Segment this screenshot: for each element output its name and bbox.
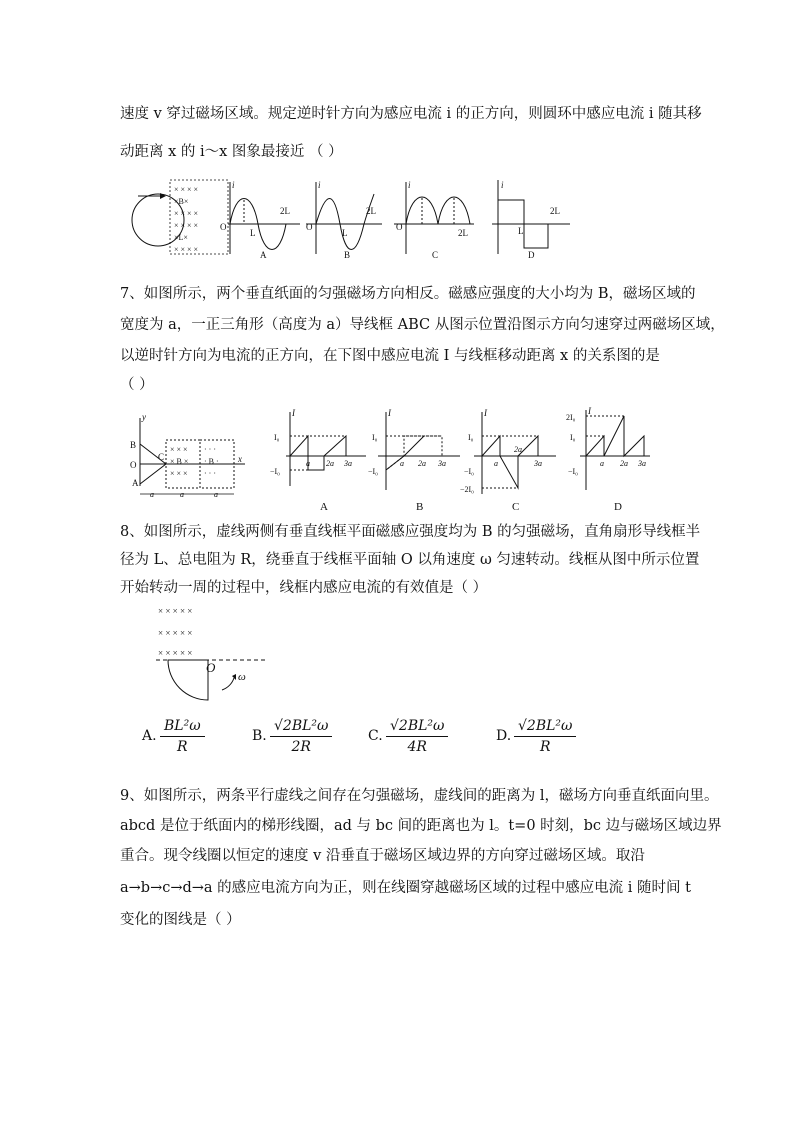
svg-text:i: i — [408, 180, 411, 190]
svg-text:i: i — [318, 180, 321, 190]
svg-text:I: I — [292, 408, 295, 418]
svg-text:× × × × ×: × × × × × — [158, 628, 193, 638]
sector-frame — [168, 660, 208, 700]
q7-graph-b — [368, 408, 460, 513]
svg-text:B: B — [130, 440, 137, 450]
q7-text-line4: （ ） — [120, 377, 154, 393]
svg-text:L: L — [518, 226, 524, 236]
q8-option-d-fraction[interactable]: $\frac{\text{√2BL²ω}}{R}$ — [514, 716, 576, 757]
svg-text:y: y — [142, 412, 146, 422]
svg-text:−I₀: −I₀ — [270, 467, 280, 476]
svg-text:I: I — [484, 408, 487, 418]
q9-text-line1: 9、如图所示，两条平行虚线之间存在匀强磁场，虚线间的距离为 l，磁场方向垂直纸面向里。 — [120, 788, 719, 804]
q7-figure — [120, 406, 650, 516]
svg-text:I₀: I₀ — [570, 433, 576, 442]
svg-text:× × × ×: × × × × — [174, 209, 199, 218]
q8-option-b-label[interactable]: B. — [252, 728, 267, 744]
svg-text:2I₀: 2I₀ — [566, 413, 576, 422]
graph-a — [220, 180, 300, 260]
q8-option-d-label[interactable]: D. — [496, 728, 512, 744]
svg-text:L: L — [250, 228, 256, 238]
q9-text-line5: 变化的图线是（ ） — [120, 912, 241, 928]
svg-text:x: x — [238, 454, 242, 464]
graph-d — [492, 180, 570, 260]
svg-text:× × ×: × × × — [170, 469, 188, 478]
svg-text:× B ×: × B × — [170, 457, 189, 466]
svg-text:I₀: I₀ — [274, 433, 280, 442]
svg-text:O: O — [396, 222, 403, 232]
svg-text:A: A — [320, 501, 328, 513]
svg-text:2L: 2L — [550, 206, 560, 216]
svg-text:−2I₀: −2I₀ — [460, 485, 474, 494]
svg-text:3a: 3a — [534, 459, 542, 468]
q8-option-a-fraction[interactable]: $\frac{\text{BL²ω}}{R}$ — [160, 716, 205, 757]
omega-label: ω — [238, 671, 246, 683]
q9-text-line3: 重合。现令线圈以恒定的速度 v 沿垂直于磁场区域边界的方向穿过磁场区域。取沿 — [120, 848, 645, 864]
q8-option-c-fraction[interactable]: $\frac{\text{√2BL²ω}}{4R}$ — [386, 716, 448, 757]
q7-setup-diagram — [130, 412, 245, 499]
svg-text:2a: 2a — [620, 459, 628, 468]
svg-text:× × × ×: × × × × — [174, 221, 199, 230]
svg-text:× × × ×: × × × × — [174, 245, 199, 254]
svg-text:2a: 2a — [418, 459, 426, 468]
svg-text:2L: 2L — [458, 228, 468, 238]
svg-text:i: i — [232, 180, 235, 190]
q8-text-line3: 开始转动一周的过程中，线框内感应电流的有效值是（ ） — [120, 580, 488, 596]
svg-text:× × × × ×: × × × × × — [158, 648, 193, 658]
svg-text:I: I — [388, 408, 391, 418]
svg-text:a: a — [214, 490, 218, 499]
q6-text-line2: 动距离 x 的 i～x 图象最接近 （ ） — [120, 144, 343, 160]
svg-text:D: D — [614, 501, 622, 513]
svg-text:O: O — [220, 222, 227, 232]
svg-text:C: C — [158, 452, 165, 462]
svg-text:· · ·: · · · — [204, 469, 216, 478]
svg-text:A: A — [132, 478, 139, 488]
graph-c — [394, 180, 474, 260]
q7-text-line1: 7、如图所示，两个垂直纸面的匀强磁场方向相反。磁感应强度的大小均为 B，磁场区域的 — [120, 286, 696, 302]
q8-text-line2: 径为 L、总电阻为 R，绕垂直于线框平面轴 O 以角速度 ω 匀速转动。线框从图中所示位置 — [120, 552, 700, 568]
axis-O-label: O — [206, 660, 216, 675]
svg-text:A: A — [260, 250, 267, 260]
field-L-label: ×L× — [174, 233, 188, 242]
svg-text:a: a — [400, 459, 404, 468]
q7-graph-a — [270, 408, 366, 513]
svg-text:a: a — [600, 459, 604, 468]
q7-graph-d — [566, 406, 650, 513]
q8-option-b-fraction[interactable]: $\frac{\text{√2BL²ω}}{2R}$ — [270, 716, 332, 757]
svg-text:2L: 2L — [366, 206, 376, 216]
svg-text:I₀: I₀ — [468, 433, 474, 442]
svg-text:B: B — [344, 250, 351, 260]
svg-text:−I₀: −I₀ — [464, 467, 474, 476]
svg-text:i: i — [501, 180, 504, 190]
svg-text:−I₀: −I₀ — [568, 467, 578, 476]
svg-text:· · ·: · · · — [204, 445, 216, 454]
svg-text:L: L — [342, 228, 348, 238]
svg-text:O: O — [306, 222, 313, 232]
svg-text:· B ·: · B · — [204, 457, 219, 466]
svg-text:× × ×: × × × — [170, 445, 188, 454]
q9-text-line4: a→b→c→d→a 的感应电流方向为正，则在线圈穿越磁场区域的过程中感应电流 i 随时间 t — [120, 880, 691, 896]
svg-text:× × × ×: × × × × — [174, 185, 199, 194]
svg-text:I₀: I₀ — [372, 433, 378, 442]
q7-text-line2: 宽度为 a，一正三角形（高度为 a）导线框 ABC 从图示位置沿图示方向匀速穿过两磁场区域， — [120, 317, 725, 333]
svg-text:D: D — [528, 250, 535, 260]
svg-text:a: a — [306, 459, 310, 468]
q7-graph-c — [460, 408, 556, 513]
q8-figure — [150, 600, 280, 700]
svg-text:−I₀: −I₀ — [368, 467, 378, 476]
field-B-label: ×B× — [174, 197, 189, 206]
svg-text:3a: 3a — [438, 459, 446, 468]
svg-text:2a: 2a — [514, 445, 522, 454]
q7-text-line3: 以逆时针方向为电流的正方向，在下图中感应电流 I 与线框移动距离 x 的关系图的是 — [120, 348, 660, 364]
q8-text-line1: 8、如图所示，虚线两侧有垂直线框平面磁感应强度均为 B 的匀强磁场，直角扇形导线框半 — [120, 524, 701, 540]
svg-text:2L: 2L — [280, 206, 290, 216]
svg-text:2a: 2a — [326, 459, 334, 468]
svg-text:C: C — [512, 501, 520, 513]
q8-option-a-label[interactable]: A. — [142, 728, 157, 744]
svg-text:3a: 3a — [344, 459, 352, 468]
svg-text:O: O — [130, 460, 137, 470]
svg-text:a: a — [150, 490, 154, 499]
q6-text-line1: 速度 v 穿过磁场区域。规定逆时针方向为感应电流 i 的正方向，则圆环中感应电流 i 随其移 — [120, 106, 702, 122]
svg-text:a: a — [494, 459, 498, 468]
svg-text:3a: 3a — [638, 459, 646, 468]
q9-text-line2: abcd 是位于纸面内的梯形线圈，ad 与 bc 间的距离也为 l。t=0 时刻，bc 边与磁场区域边界 — [120, 818, 722, 834]
svg-text:× × × × ×: × × × × × — [158, 606, 193, 616]
graph-b — [306, 180, 382, 260]
svg-text:I: I — [588, 406, 591, 416]
q8-option-c-label[interactable]: C. — [368, 728, 383, 744]
svg-text:B: B — [416, 501, 424, 513]
svg-text:a: a — [180, 490, 184, 499]
q6-figure — [120, 170, 580, 262]
svg-text:C: C — [432, 250, 439, 260]
